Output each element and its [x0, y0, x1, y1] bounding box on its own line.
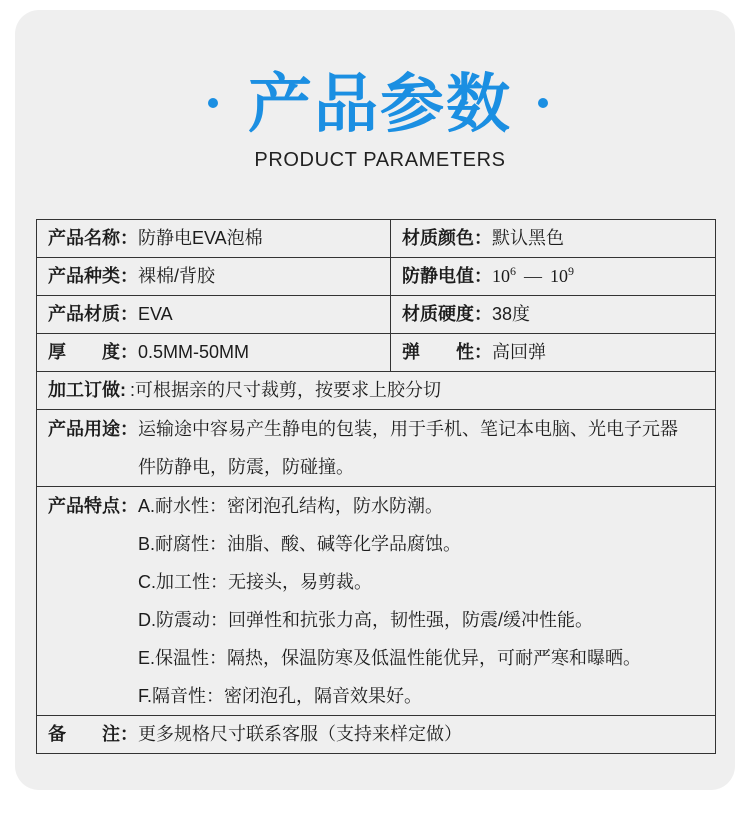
feature-item: D.防震动：回弹性和抗张力高，韧性强，防震/缓冲性能。 [138, 610, 593, 630]
feature-item: A.耐水性：密闭泡孔结构，防水防潮。 [138, 496, 444, 516]
product-material-cell [37, 296, 391, 333]
feature-item: C.加工性：无接头，易剪裁。 [138, 572, 372, 592]
field-colon: ： [120, 228, 138, 248]
field-label: 产品名称 [48, 228, 120, 248]
page-title: 产品参数 [248, 68, 512, 140]
field-colon: ： [120, 342, 138, 362]
material-hardness-cell [391, 296, 715, 333]
antistatic-value-cell [391, 258, 715, 295]
product-type-cell [37, 258, 391, 295]
field-colon: : [120, 380, 126, 400]
field-value: 高回弹 [492, 342, 546, 362]
field-label: 备注 [48, 724, 120, 744]
field-colon: ： [120, 419, 138, 439]
field-colon: ： [474, 304, 492, 324]
feature-item: E.保温性：隔热，保温防寒及低温性能优异，可耐严寒和曝晒。 [138, 648, 642, 668]
field-label: 厚度 [48, 342, 120, 362]
title-left-dot-icon [208, 98, 218, 108]
field-value: 更多规格尺寸联系客服（支持来样定做） [138, 724, 462, 744]
field-colon: ： [120, 496, 138, 516]
field-value: 防静电EVA泡棉 [138, 228, 263, 248]
field-colon: ： [120, 304, 138, 324]
page-subtitle: PRODUCT PARAMETERS [254, 149, 506, 171]
features-cell [37, 487, 715, 715]
feature-item: B.耐腐性：油脂、酸、碱等化学品腐蚀。 [138, 534, 462, 554]
table-row [37, 220, 715, 258]
usage-line: 运输途中容易产生静电的包装，用于手机、笔记本电脑、光电子元器 [138, 419, 678, 439]
field-label: 加工订做 [48, 380, 120, 400]
field-label: 材质颜色 [402, 228, 474, 248]
field-colon: ： [474, 228, 492, 248]
range-low-exponent: 6 [510, 264, 516, 278]
feature-item: F.隔音性：密闭泡孔，隔音效果好。 [138, 686, 422, 706]
table-row [37, 296, 715, 334]
field-label: 产品种类 [48, 266, 120, 286]
table-row [37, 487, 715, 716]
field-value: EVA [138, 304, 173, 324]
features-list [138, 487, 641, 715]
material-color-cell [391, 220, 715, 257]
field-label: 弹性 [402, 342, 474, 362]
field-colon: ： [474, 342, 492, 362]
field-value: 38度 [492, 304, 531, 324]
processing-cell [37, 372, 715, 409]
product-name-cell [37, 220, 391, 257]
field-label: 产品特点 [48, 496, 120, 516]
range-high-base: 10 [550, 266, 568, 286]
range-low-base: 10 [492, 266, 510, 286]
table-row [37, 410, 715, 487]
table-row [37, 716, 715, 753]
field-colon: ： [474, 266, 492, 286]
field-colon: ： [120, 724, 138, 744]
table-row [37, 334, 715, 372]
usage-cell [37, 410, 715, 486]
field-value: 裸棉/背胶 [138, 266, 216, 286]
notes-cell [37, 716, 715, 753]
field-value: 默认黑色 [492, 228, 564, 248]
field-label: 防静电值 [402, 266, 474, 286]
parameters-table [36, 219, 716, 754]
antistatic-range-value [492, 258, 574, 295]
field-label: 产品材质 [48, 304, 120, 324]
usage-lines [138, 410, 678, 486]
thickness-cell [37, 334, 391, 371]
field-label: 产品用途 [48, 419, 120, 439]
usage-line: 件防静电，防震，防碰撞。 [138, 457, 354, 477]
elasticity-cell [391, 334, 715, 371]
range-dash: — [524, 266, 542, 286]
field-value: 0.5MM-50MM [138, 342, 250, 362]
field-value: :可根据亲的尺寸裁剪，按要求上胶分切 [130, 380, 441, 400]
table-row [37, 258, 715, 296]
range-high-exponent: 9 [568, 264, 574, 278]
field-colon: ： [120, 266, 138, 286]
table-row [37, 372, 715, 410]
field-label: 材质硬度 [402, 304, 474, 324]
title-right-dot-icon [538, 98, 548, 108]
